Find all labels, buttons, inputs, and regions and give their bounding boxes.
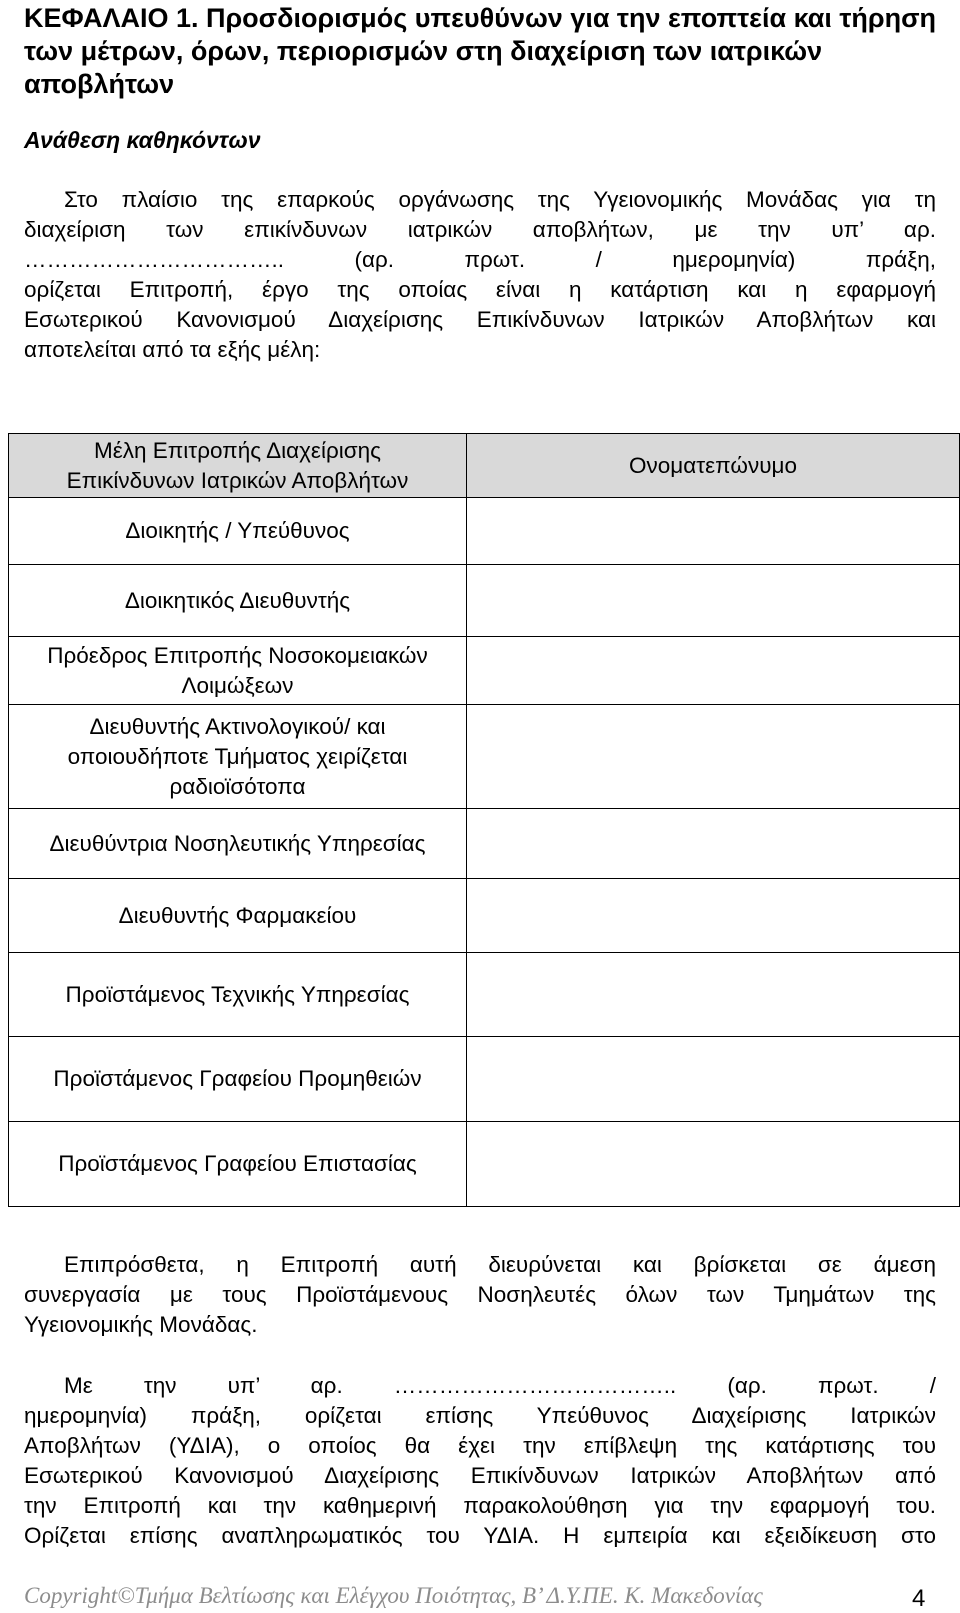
table-row bbox=[9, 953, 960, 1037]
table-row bbox=[9, 809, 960, 879]
paragraph-line: Εσωτερικού Κανονισμού Διαχείρισης Επικίνδυνων Ιατρικών Αποβλήτων από bbox=[24, 1463, 936, 1488]
role-text: ραδιοϊσότοπα bbox=[169, 773, 306, 799]
name-cell bbox=[467, 1037, 960, 1122]
members-header bbox=[9, 434, 467, 498]
paragraph-line: Επιπρόσθετα, η Επιτροπή αυτή διευρύνεται και βρίσκεται σε άμεση bbox=[64, 1252, 936, 1277]
role-text: Διοικητής / Υπεύθυνος bbox=[125, 518, 350, 543]
role-cell bbox=[9, 953, 467, 1037]
role-text: Πρόεδρος Επιτροπής Νοσοκομειακών bbox=[47, 642, 428, 668]
role-text: Διευθυντής Φαρμακείου bbox=[118, 902, 357, 928]
paragraph-line: Ορίζεται επίσης αναπληρωματικός του ΥΔΙΑ. Η εμπειρία και εξειδίκευση στο bbox=[24, 1523, 936, 1548]
table-row bbox=[9, 565, 960, 637]
intro-paragraph bbox=[24, 185, 936, 365]
table-row bbox=[9, 637, 960, 705]
paragraph-line: την Επιτροπή και την καθημερινή παρακολούθηση για την εφαρμογή του. bbox=[24, 1493, 936, 1518]
role-cell bbox=[9, 1122, 467, 1207]
paragraph-line: Με την υπ’ αρ. ……………………………….. (αρ. πρωτ. / bbox=[64, 1373, 936, 1398]
name-cell bbox=[467, 1122, 960, 1207]
table-header-row bbox=[9, 434, 960, 498]
paragraph-line: ορίζεται Επιτροπή, έργο της οποίας είναι η κατάρτιση και η εφαρμογή bbox=[24, 277, 936, 302]
committee-members-table bbox=[8, 433, 960, 1207]
paragraph-line: ημερομηνία) πράξη, ορίζεται επίσης Υπεύθυνος Διαχείρισης Ιατρικών bbox=[24, 1403, 936, 1428]
role-text: Προϊστάμενος Γραφείου Προμηθειών bbox=[53, 1066, 422, 1091]
paragraph-line: αποτελείται από τα εξής μέλη: bbox=[24, 337, 321, 362]
table-row bbox=[9, 1122, 960, 1207]
name-cell bbox=[467, 637, 960, 705]
role-cell bbox=[9, 705, 467, 809]
table-row bbox=[9, 1037, 960, 1122]
paragraph-line: Εσωτερικού Κανονισμού Διαχείρισης Επικίνδυνων Ιατρικών Αποβλήτων και bbox=[24, 307, 936, 332]
role-text: Διευθύντρια Νοσηλευτικής Υπηρεσίας bbox=[49, 830, 426, 856]
name-cell bbox=[467, 705, 960, 809]
paragraph-line: Υγειονομικής Μονάδας. bbox=[24, 1312, 258, 1337]
header-line: Επικίνδυνων Ιατρικών Αποβλήτων bbox=[66, 467, 409, 493]
header-line: Μέλη Επιτροπής Διαχείρισης bbox=[93, 437, 381, 463]
paragraph-line: διαχείριση των επικίνδυνων ιατρικών αποβλήτων, με την υπ’ αρ. bbox=[24, 217, 936, 242]
page-number: 4 bbox=[912, 1585, 926, 1612]
name-cell bbox=[467, 498, 960, 565]
role-text: Λοιμώξεων bbox=[181, 672, 294, 698]
responsible-paragraph bbox=[24, 1371, 936, 1551]
role-cell bbox=[9, 498, 467, 565]
section-subtitle: Ανάθεση καθηκόντων bbox=[24, 127, 261, 153]
role-cell bbox=[9, 879, 467, 953]
chapter-title: ΚΕΦΑΛΑΙΟ 1. Προσδιορισμός υπευθύνων για την εποπτεία και τήρηση των μέτρων, όρων, περιορισμών στη διαχείριση των ιατρικών αποβλήτων bbox=[24, 3, 937, 99]
table-row bbox=[9, 498, 960, 565]
paragraph-line: …………………………….. (αρ. πρωτ. / ημερομηνία) πράξη, bbox=[24, 247, 936, 272]
role-cell bbox=[9, 565, 467, 637]
table-row bbox=[9, 705, 960, 809]
role-text: Προϊστάμενος Τεχνικής Υπηρεσίας bbox=[65, 981, 410, 1007]
name-cell bbox=[467, 809, 960, 879]
role-cell bbox=[9, 637, 467, 705]
paragraph-line: Αποβλήτων (ΥΔΙΑ), ο οποίος θα έχει την επίβλεψη της κατάρτισης του bbox=[24, 1433, 936, 1458]
role-cell bbox=[9, 809, 467, 879]
name-cell bbox=[467, 879, 960, 953]
name-cell bbox=[467, 953, 960, 1037]
name-header: Ονοματεπώνυμο bbox=[467, 434, 960, 498]
role-text: Προϊστάμενος Γραφείου Επιστασίας bbox=[58, 1151, 417, 1176]
paragraph-line: συνεργασία με τους Προϊστάμενους Νοσηλευτές όλων των Τμημάτων της bbox=[24, 1282, 936, 1307]
role-text: Διευθυντής Ακτινολογικού/ και bbox=[89, 713, 386, 739]
role-text: οποιουδήποτε Τμήματος χειρίζεται bbox=[67, 743, 408, 769]
role-cell bbox=[9, 1037, 467, 1122]
table-row bbox=[9, 879, 960, 953]
name-cell bbox=[467, 565, 960, 637]
copyright-footer: Copyright©Τμήμα Βελτίωσης και Ελέγχου Ποιότητας, Β’ Δ.Υ.ΠΕ. Κ. Μακεδονίας bbox=[24, 1583, 763, 1608]
paragraph-line: Στο πλαίσιο της επαρκούς οργάνωσης της Υγειονομικής Μονάδας για τη bbox=[64, 187, 936, 212]
role-text: Διοικητικός Διευθυντής bbox=[124, 587, 351, 613]
expansion-paragraph bbox=[24, 1250, 936, 1340]
